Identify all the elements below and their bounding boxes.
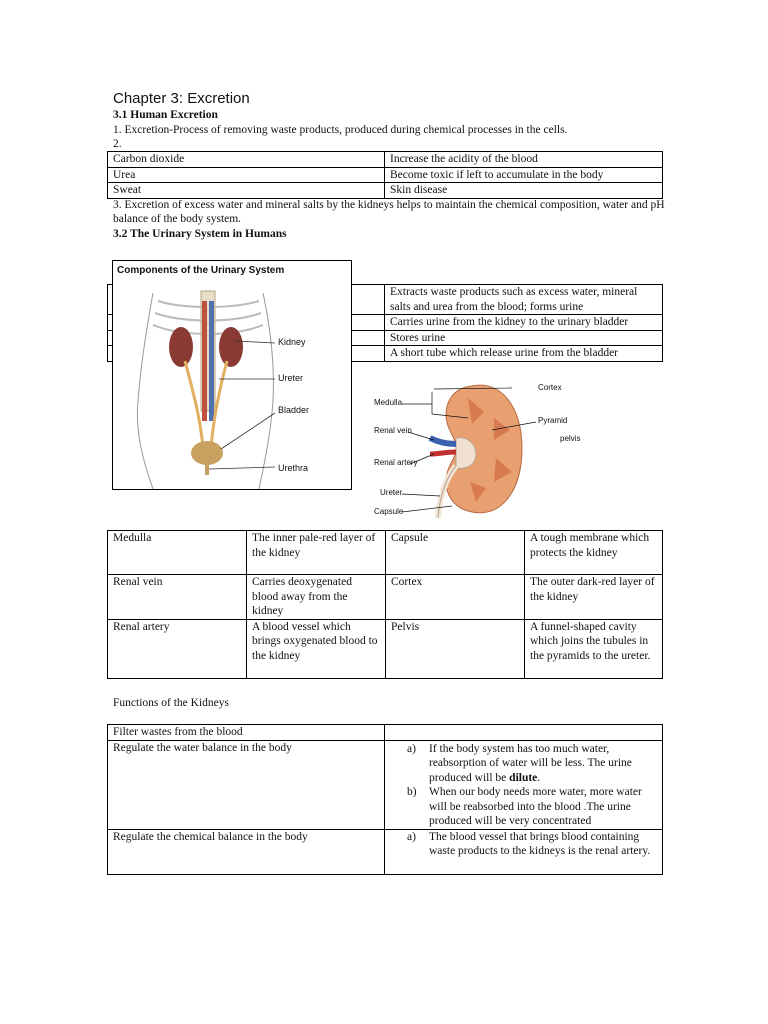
table-cell: A blood vessel which brings oxygenated blood to the kidney (247, 619, 386, 678)
table-cell: Extracts waste products such as excess water, mineral salts and urea from the blood; forms urine (385, 285, 663, 315)
pelvis-label: pelvis (560, 434, 581, 443)
table-cell (385, 740, 663, 829)
list-text: When our body needs more water, more water will be reabsorbed into the blood .The urine produced will be very concentrated (429, 786, 642, 827)
table-cell: Renal artery (108, 619, 247, 678)
table-cell: Carries deoxygenated blood away from the kidney (247, 575, 386, 620)
table-row (108, 183, 663, 199)
table-cell: Medulla (108, 531, 247, 575)
capsule-label: Capsule (374, 507, 404, 516)
kidney-section-illustration (372, 378, 592, 520)
list-item (407, 785, 657, 829)
renal-vein-label: Renal vein (374, 426, 412, 435)
table-cell: Regulate the water balance in the body (108, 740, 385, 829)
kidney-functions-table (107, 724, 663, 875)
pyramid-label: Pyramid (538, 416, 568, 425)
list-text: The blood vessel that brings blood containing waste products to the kidneys is the renal artery. (429, 830, 651, 857)
kidney-parts-table (107, 530, 663, 679)
table-cell: Become toxic if left to accumulate in the body (385, 167, 663, 183)
table-row (108, 167, 663, 183)
bladder-label: Bladder (278, 405, 310, 415)
table-cell: Renal vein (108, 575, 247, 620)
list-marker: b) (407, 786, 417, 798)
table-cell: A funnel-shaped cavity which joins the tubules in the pyramids to the ureter. (525, 619, 663, 678)
section-heading-urinary-system: 3.2 The Urinary System in Humans (113, 228, 287, 240)
kidney-section-figure (372, 378, 592, 520)
dilute-text: dilute (509, 771, 538, 784)
functions-heading: Functions of the Kidneys (113, 697, 229, 709)
table-cell: Pelvis (386, 619, 525, 678)
figure-title: Components of the Urinary System (117, 265, 285, 276)
table-cell: Cortex (386, 575, 525, 620)
renal-artery-label: Renal artery (374, 458, 418, 467)
chapter-title: Chapter 3: Excretion (113, 90, 250, 107)
table-cell: Increase the acidity of the blood (385, 152, 663, 168)
paragraph-1: 1. Excretion-Process of removing waste products, produced during chemical processes in the cells. (113, 124, 568, 136)
urinary-system-figure (112, 260, 352, 490)
paragraph-2: 2. (113, 138, 122, 150)
table-cell (385, 829, 663, 874)
list-text-end: . (537, 771, 541, 784)
table-cell: Urea (108, 167, 385, 183)
table-cell: Capsule (386, 531, 525, 575)
table-row (108, 829, 663, 874)
list-item (407, 742, 657, 786)
table-row (108, 725, 663, 741)
table-cell (385, 725, 663, 741)
table-cell: Stores urine (385, 330, 663, 346)
table-row (108, 531, 663, 575)
table-cell: Carbon dioxide (108, 152, 385, 168)
list-text-main: If the body system has too much water, reabsorption of water will be less. The urine produced will be (429, 742, 632, 784)
list-item (407, 830, 657, 859)
table-cell: Skin disease (385, 183, 663, 199)
excretory-products-table (107, 151, 663, 199)
table-cell: Carries urine from the kidney to the urinary bladder (385, 315, 663, 331)
urethra-label: Urethra (278, 463, 309, 473)
urinary-system-illustration (113, 261, 351, 489)
table-cell: The inner pale-red layer of the kidney (247, 531, 386, 575)
cortex-label: Cortex (538, 383, 562, 392)
table-cell: Regulate the chemical balance in the body (108, 829, 385, 874)
list-text (429, 742, 657, 786)
table-cell: Filter wastes from the blood (108, 725, 385, 741)
table-row (108, 575, 663, 620)
list-marker: a) (407, 830, 416, 843)
table-row (108, 619, 663, 678)
paragraph-3: 3. Excretion of excess water and mineral salts by the kidneys helps to maintain the chemical composition, water and pH balance of the body system. (113, 199, 665, 225)
table-row (108, 740, 663, 829)
table-cell: Sweat (108, 183, 385, 199)
ureter-label-section: Ureter (380, 488, 403, 497)
list-marker: a) (407, 742, 416, 755)
kidney-label: Kidney (278, 337, 306, 347)
table-row (108, 152, 663, 168)
ureter-label: Ureter (278, 373, 304, 383)
medulla-label: Medulla (374, 398, 403, 407)
section-heading-human-excretion: 3.1 Human Excretion (113, 109, 218, 121)
table-cell: A short tube which release urine from the bladder (385, 346, 663, 362)
table-cell: A tough membrane which protects the kidney (525, 531, 663, 575)
table-cell: The outer dark-red layer of the kidney (525, 575, 663, 620)
